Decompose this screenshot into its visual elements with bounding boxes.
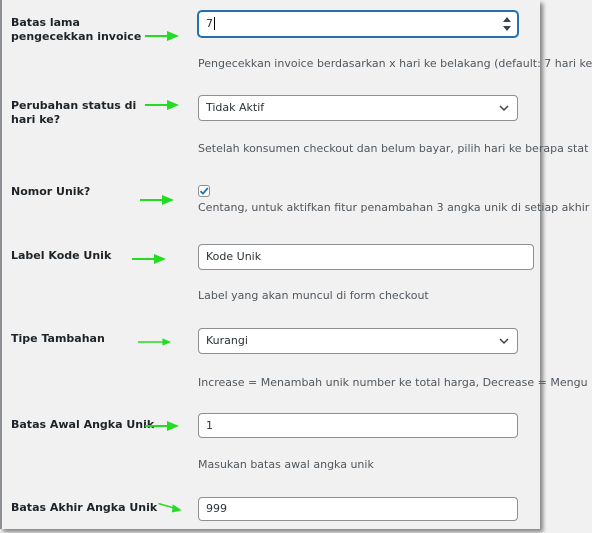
addition-type-label: Tipe Tambahan xyxy=(11,332,105,345)
green-arrow-icon xyxy=(138,336,174,348)
unique-code-label-input[interactable] xyxy=(198,244,534,270)
unique-number-label: Nomor Unik? xyxy=(11,185,91,198)
number-spinner-icon[interactable] xyxy=(503,15,511,33)
unique-number-checkbox[interactable] xyxy=(198,185,210,197)
green-arrow-icon xyxy=(145,30,181,42)
invoice-days-label: Batas lama pengecekkan invoice xyxy=(11,16,142,43)
green-arrow-icon xyxy=(145,420,181,432)
addition-type-select[interactable] xyxy=(198,328,518,354)
unique-max-input[interactable] xyxy=(198,497,518,521)
green-arrow-icon xyxy=(132,253,168,265)
unique-code-label-description: Label yang akan muncul di form checkout xyxy=(198,289,429,302)
checkmark-icon xyxy=(198,185,210,197)
status-change-value: Tidak Aktif xyxy=(206,101,265,114)
addition-type-description: Increase = Menambah unik number ke total harga, Decrease = Mengu xyxy=(198,376,588,389)
chevron-down-icon xyxy=(499,104,509,112)
unique-min-value: 1 xyxy=(206,419,213,432)
status-change-select[interactable] xyxy=(198,95,518,121)
unique-code-label-label: Label Kode Unik xyxy=(11,249,112,262)
invoice-days-description: Pengecekkan invoice berdasarkan x hari ke belakang (default: 7 hari ke xyxy=(198,57,592,70)
chevron-down-icon xyxy=(499,337,509,345)
status-change-description: Setelah konsumen checkout dan belum bayar, pilih hari ke berapa stat xyxy=(198,142,589,155)
unique-max-value: 999 xyxy=(206,502,227,515)
unique-max-label: Batas Akhir Angka Unik xyxy=(11,501,158,514)
unique-code-label-value: Kode Unik xyxy=(206,250,262,263)
green-arrow-icon xyxy=(154,502,190,514)
invoice-days-value: 7 xyxy=(206,17,213,30)
unique-min-description: Masukan batas awal angka unik xyxy=(198,458,374,471)
unique-min-input[interactable] xyxy=(198,413,518,438)
invoice-days-input[interactable] xyxy=(198,11,518,37)
unique-min-label: Batas Awal Angka Unik xyxy=(11,418,155,431)
addition-type-value: Kurangi xyxy=(206,334,248,347)
status-change-label: Perubahan status di hari ke? xyxy=(11,99,137,126)
green-arrow-icon xyxy=(140,194,176,206)
green-arrow-icon xyxy=(145,99,181,111)
unique-number-description: Centang, untuk aktifkan fitur penambahan 3 angka unik di setiap akhir xyxy=(198,201,590,214)
